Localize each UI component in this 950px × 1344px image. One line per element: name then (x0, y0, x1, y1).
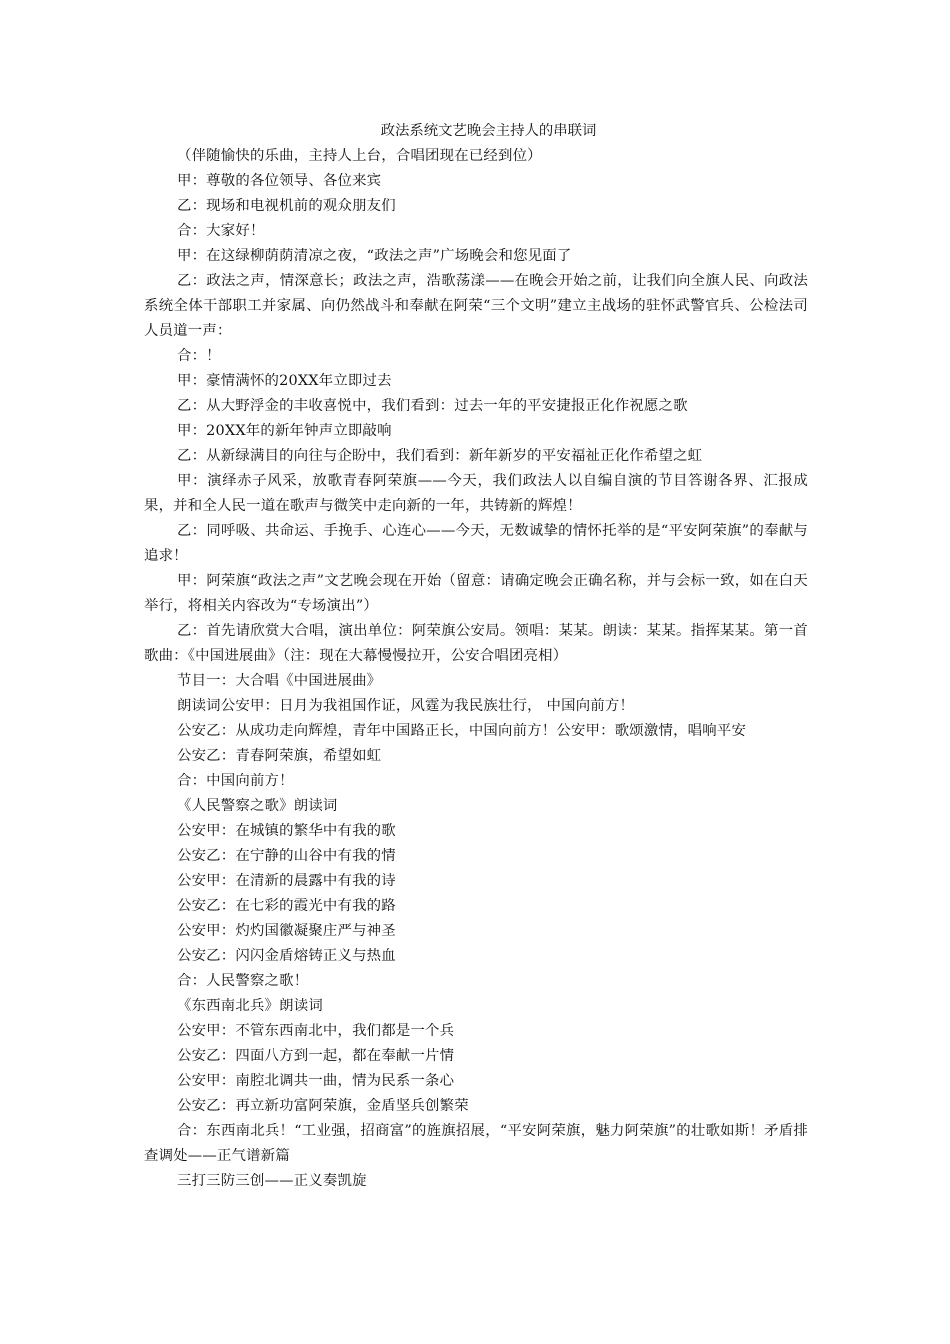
paragraph: 乙：政法之声，情深意长；政法之声，浩歌荡漾——在晚会开始之前，让我们向全旗人民、向政法系统全体干部职工并家属、向仍然战斗和奉献在阿荣“三个文明”建立主战场的驻怀武警官兵、公检法司人员道一声： (144, 273, 808, 339)
paragraph: 公安乙：在七彩的霞光中有我的路 (177, 898, 396, 914)
paragraph: 合：大家好！ (177, 223, 265, 239)
paragraph: 公安甲：在城镇的繁华中有我的歌 (177, 823, 396, 839)
paragraph: 公安乙：青春阿荣旗，希望如虹 (177, 748, 382, 764)
paragraph: 合：！ (177, 348, 221, 364)
paragraph: 乙：现场和电视机前的观众朋友们 (177, 198, 396, 214)
paragraph: 乙：同呼吸、共命运、手挽手、心连心——今天，无数诚挚的情怀托举的是“平安阿荣旗”的奉献与追求！ (144, 523, 808, 564)
document-page (144, 119, 808, 1194)
paragraph: 公安乙：从成功走向辉煌，青年中国路正长，中国向前方！公安甲：歌颂激情，唱响平安 (177, 723, 747, 739)
paragraph: 甲：豪情满怀的20XX年立即过去 (177, 373, 392, 389)
paragraph: 朗读词公安甲：日月为我祖国作证，风霆为我民族壮行， 中国向前方！ (177, 698, 635, 714)
paragraph: 公安乙：闪闪金盾熔铸正义与热血 (177, 948, 396, 964)
paragraph: 公安甲：灼灼国徽凝聚庄严与神圣 (177, 923, 396, 939)
paragraph: 合：东西南北兵！“工业强，招商富”的旌旗招展，“平安阿荣旗，魅力阿荣旗”的壮歌如斯！矛盾排查调处——正气谱新篇 (144, 1123, 808, 1164)
paragraph: 《东西南北兵》朗读词 (177, 998, 323, 1014)
paragraph: 合：人民警察之歌！ (177, 973, 309, 989)
paragraph: 甲：尊敬的各位领导、各位来宾 (177, 173, 382, 189)
paragraph: 甲：阿荣旗“政法之声”文艺晚会现在开始（留意：请确定晚会正确名称，并与会标一致，如在白天举行，将相关内容改为“专场演出”） (144, 573, 808, 614)
paragraph: 合：中国向前方！ (177, 773, 294, 789)
paragraph: 乙：首先请欣赏大合唱，演出单位：阿荣旗公安局。领唱：某某。朗读：某某。指挥某某。第一首歌曲：《中国进展曲》（注：现在大幕慢慢拉开，公安合唱团亮相） (144, 623, 808, 664)
paragraph: 甲：20XX年的新年钟声立即敲响 (177, 423, 392, 439)
paragraph: 乙：从大野浮金的丰收喜悦中，我们看到：过去一年的平安捷报正化作祝愿之歌 (177, 398, 688, 414)
paragraph: 公安乙：四面八方到一起，都在奉献一片情 (177, 1048, 455, 1064)
paragraph: 公安乙：再立新功富阿荣旗，金盾坚兵创繁荣 (177, 1098, 469, 1114)
document-title: 政法系统文艺晚会主持人的串联词 (380, 123, 597, 139)
paragraph: 《人民警察之歌》朗读词 (177, 798, 338, 814)
paragraph: 乙：从新绿满目的向往与企盼中，我们看到：新年新岁的平安福祉正化作希望之虹 (177, 448, 703, 464)
paragraph: （伴随愉快的乐曲，主持人上台，合唱团现在已经到位） (177, 148, 542, 164)
paragraph: 三打三防三创——正义奏凯旋 (177, 1173, 367, 1189)
paragraph: 节目一：大合唱《中国进展曲》 (177, 673, 382, 689)
paragraph: 公安甲：南腔北调共一曲，情为民系一条心 (177, 1073, 455, 1089)
paragraph: 公安甲：在清新的晨露中有我的诗 (177, 873, 396, 889)
paragraph: 公安乙：在宁静的山谷中有我的情 (177, 848, 396, 864)
paragraph: 甲：演绎赤子风采，放歌青春阿荣旗——今天，我们政法人以自编自演的节目答谢各界、汇报成果，并和全人民一道在歌声与微笑中走向新的一年，共铸新的辉煌！ (144, 473, 808, 514)
paragraph: 公安甲：不管东西南北中，我们都是一个兵 (177, 1023, 455, 1039)
paragraph: 甲：在这绿柳荫荫清凉之夜，“政法之声”广场晚会和您见面了 (177, 248, 572, 264)
